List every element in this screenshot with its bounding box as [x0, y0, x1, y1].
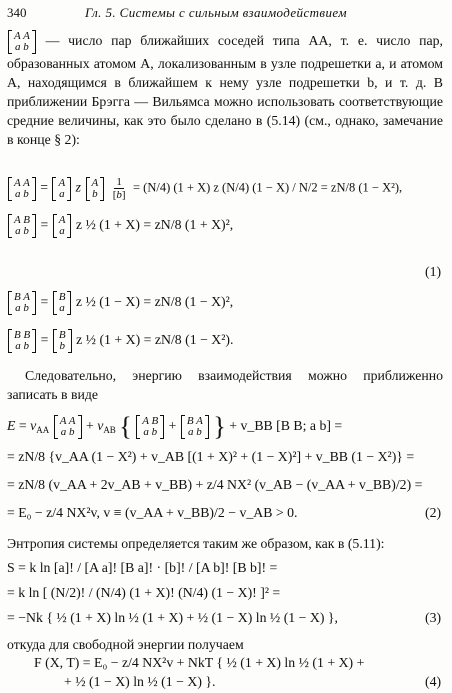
equation-2b: = zN/8 {v_AA (1 − X²) + v_AB [(1 + X)² + (1 − X)²] + v_BB (1 − X²)} =: [7, 449, 415, 464]
page-number: 340: [7, 5, 27, 20]
equation-1c: B A a b = B a z ½ (1 − X) = zN/8 (1 − X)²,: [7, 291, 447, 315]
equation-2a: $E = v_{AA}$ A A a b + $v_{AB}$ { A B a b + B A a b } + v_BB [B B; a b] =: [7, 412, 343, 441]
equation-3a: S = k ln [a]! / [A a]! [B a]! · [b]! / [A b]! [B b]! =: [7, 560, 278, 575]
equation-number-1: (1): [425, 264, 442, 279]
equation-3c: = −Nk { ½ (1 + X) ln ½ (1 + X) + ½ (1 − X) ln ½ (1 − X) },: [7, 610, 338, 625]
equation-1b: A B a b = A a z ½ (1 + X) = zN/8 (1 + X)²,: [7, 214, 447, 238]
equation-1d: B B a b = B b z ½ (1 + X) = zN/8 (1 − X²).: [7, 329, 447, 353]
equation-number-3: (3): [425, 610, 442, 625]
equation-2c: = zN/8 (v_AA + 2v_AB + v_BB) + z/4 NX² (v_AB − (v_AA + v_BB)/2) =: [7, 477, 423, 492]
equation-4b: + ½ (1 − X) ln ½ (1 − X) }.: [64, 674, 216, 689]
paragraph-3: Энтропия системы определяется таким же образом, как в (5.11):: [7, 536, 385, 551]
equation-number-4: (4): [425, 674, 442, 689]
equation-3b: = k ln [ (N/2)! / (N/4) (1 + X)! (N/4) (1 − X)! ]² =: [7, 585, 281, 600]
equation-1a: A A a b = A a z A b $\frac{1}{[b]}$ = (N/4) (1 + X) z (N/4) (1 − X) / N/2 = zN/8 (1 − X²),: [7, 176, 447, 201]
equation-number-2: (2): [425, 505, 442, 520]
equation-4a: F (X, T) = E₀ − z/4 NX²v + NkT { ½ (1 + X) ln ½ (1 + X) +: [34, 655, 365, 670]
running-title: Гл. 5. Системы с сильным взаимодействием: [85, 5, 347, 20]
bracket-symbol-AA-ab: A A a b: [8, 30, 36, 54]
paragraph-4: откуда для свободной энергии получаем: [7, 637, 244, 652]
equation-2d: = E₀ − z/4 NX²v, v ≡ (v_AA + v_BB)/2 − v_AB > 0.: [7, 505, 298, 520]
paragraph-1: A A a b — число пар ближайших соседей типа AA, т. е. число пар, образованных атомом A, локализованным в узле подрешетки a, и атомом A, находящимся в ближайшем к нему узле подрешетки b, и т. д. В приближении Брэгга — Вильямса можно использовать соответствующие средние величины, как это было сделано в (5.14) (см., однако, замечание в конце § 2):: [7, 30, 443, 147]
running-header: [7, 5, 445, 21]
paragraph-2: Следовательно, энергию взаимодействия можно приближенно записать в виде: [7, 368, 443, 402]
